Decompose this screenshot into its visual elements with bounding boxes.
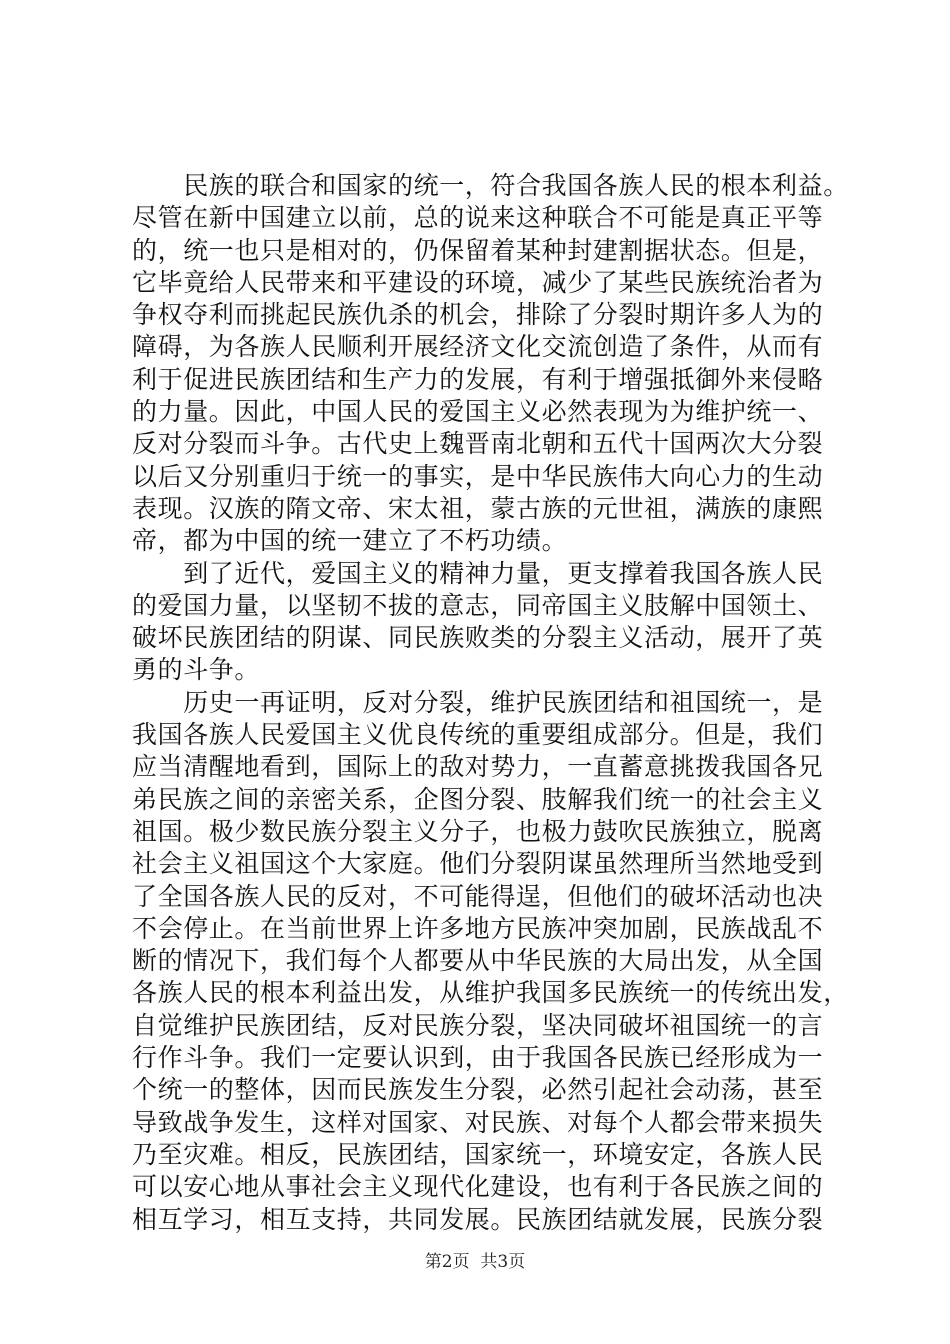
text-line: 自觉维护民族团结，反对民族分裂，坚决同破坏祖国统一的言 [132, 1010, 824, 1040]
text-line: 不会停止。在当前世界上许多地方民族冲突加剧，民族战乱不 [132, 913, 824, 943]
text-line: 利于促进民族团结和生产力的发展，有利于增强抵御外来侵略 [132, 364, 824, 394]
text-line: 争权夺利而挑起民族仇杀的机会，排除了分裂时期许多人为的 [132, 300, 824, 330]
text-line: 可以安心地从事社会主义现代化建设，也有利于各民族之间的 [132, 1172, 824, 1202]
text-line: 相互学习，相互支持，共同发展。民族团结就发展，民族分裂 [132, 1204, 824, 1234]
text-line: 乃至灾难。相反，民族团结，国家统一，环境安定，各族人民 [132, 1139, 824, 1169]
text-line: 反对分裂而斗争。古代史上魏晋南北朝和五代十国两次大分裂 [132, 429, 824, 459]
text-line: 勇的斗争。 [132, 655, 261, 685]
text-line: 我国各族人民爱国主义优良传统的重要组成部分。但是，我们 [132, 720, 824, 750]
text-line: 表现。汉族的隋文帝、宋太祖，蒙古族的元世祖，满族的康熙 [132, 493, 824, 523]
text-line: 障碍，为各族人民顺利开展经济文化交流创造了条件，从而有 [132, 332, 824, 362]
text-line: 破坏民族团结的阴谋、同民族败类的分裂主义活动，展开了英 [132, 623, 824, 653]
page-number-label: 第2页 共3页 [424, 1252, 526, 1272]
body-text [132, 170, 852, 1236]
text-line: 祖国。极少数民族分裂主义分子，也极力鼓吹民族独立，脱离 [132, 816, 824, 846]
text-line: 历史一再证明，反对分裂，维护民族团结和祖国统一，是 [132, 687, 824, 717]
text-line: 尽管在新中国建立以前，总的说来这种联合不可能是真正平等 [132, 203, 824, 233]
text-line: 帝，都为中国的统一建立了不朽功绩。 [132, 526, 568, 556]
text-line: 以后又分别重归于统一的事实，是中华民族伟大向心力的生动 [132, 461, 824, 491]
text-line: 弟民族之间的亲密关系，企图分裂、肢解我们统一的社会主义 [132, 784, 824, 814]
text-line: 的，统一也只是相对的，仍保留着某种封建割据状态。但是， [132, 235, 824, 265]
text-line: 各族人民的根本利益出发，从维护我国多民族统一的传统出发， [132, 978, 849, 1008]
page-footer [0, 1247, 950, 1272]
text-line: 的爱国力量，以坚韧不拔的意志，同帝国主义肢解中国领土、 [132, 590, 824, 620]
text-line: 到了近代，爱国主义的精神力量，更支撑着我国各族人民 [132, 558, 824, 588]
text-line: 它毕竟给人民带来和平建设的环境，减少了某些民族统治者为 [132, 267, 824, 297]
text-line: 个统一的整体，因而民族发生分裂，必然引起社会动荡，甚至 [132, 1075, 824, 1105]
text-line: 了全国各族人民的反对，不可能得逞，但他们的破坏活动也决 [132, 881, 824, 911]
text-line: 行作斗争。我们一定要认识到，由于我国各民族已经形成为一 [132, 1043, 824, 1073]
text-line: 断的情况下，我们每个人都要从中华民族的大局出发，从全国 [132, 946, 824, 976]
text-line: 应当清醒地看到，国际上的敌对势力，一直蓄意挑拨我国各兄 [132, 752, 824, 782]
text-line: 民族的联合和国家的统一，符合我国各族人民的根本利益。 [132, 171, 849, 200]
text-line: 导致战争发生，这样对国家、对民族、对每个人都会带来损失 [132, 1107, 824, 1137]
text-line: 社会主义祖国这个大家庭。他们分裂阴谋虽然理所当然地受到 [132, 849, 824, 879]
text-line: 的力量。因此，中国人民的爱国主义必然表现为为维护统一、 [132, 397, 824, 427]
